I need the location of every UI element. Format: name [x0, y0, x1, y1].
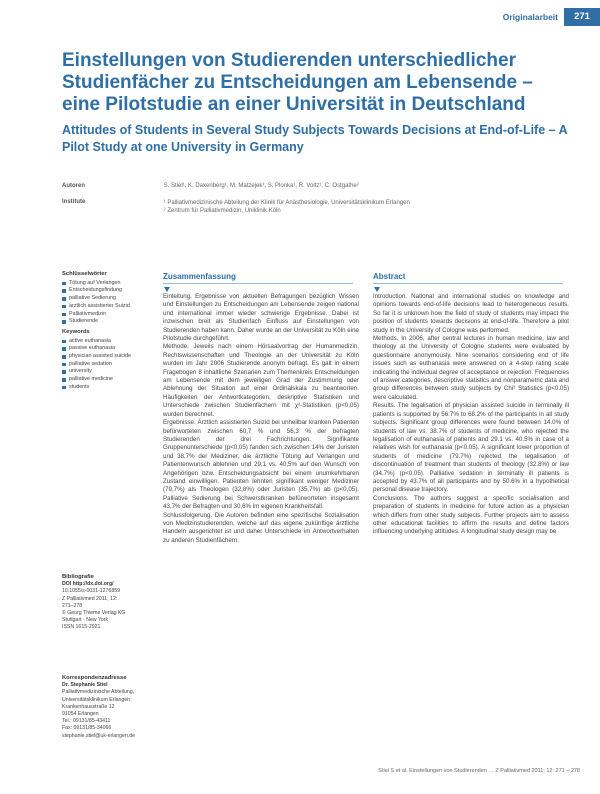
correspondence-phone: Tel.: 09131/85-43411 [62, 718, 111, 725]
triangle-marker-icon [164, 287, 170, 292]
correspondence-name: Dr. Stephanie Stiel [62, 682, 108, 689]
abstract-english [373, 272, 573, 537]
abstract-en-paragraph: Introduction. National and international studies on knowledge and opinions towards end-of-life decisions lead to heterogeneous results. So far it is unknown how the field of study of students may impact the position of students towards decisions at end-of-life. Therefore a pilot study in the University of Cologne was performed. [373, 293, 569, 334]
doi-link[interactable]: DOI http://dx.doi.org/ [62, 581, 114, 588]
institute-line: ² Zentrum für Palliativmedizin, Uniklinik Köln [163, 208, 281, 214]
page-footer: Stiel S et al. Einstellungen von Studierenden … Z Palliativmed 2011; 12: 271 – 278 [378, 768, 580, 774]
keyword-item: palliative medicine [62, 376, 152, 384]
keyword-item: university [62, 368, 152, 376]
institute-line: ¹ Palliativmedizinische Abteilung der Klinik für Anästhesiologie, Universitätsklinikum Erlangen [163, 200, 410, 206]
title-german: Einstellungen von Studierenden unterschiedlicher Studienfächer zu Entscheidungen am Lebensende – eine Pilotstudie an einer Universität in Deutschland [62, 50, 533, 115]
keyword-item: ärztlich assistierter Suizid [62, 303, 152, 311]
correspondence-block [62, 675, 154, 740]
correspondence-line: Universitätsklinikum Erlangen [62, 696, 131, 703]
authors-label: Autoren [62, 183, 85, 189]
bibliography-heading: Bibliografie [62, 574, 94, 580]
keyword-item: Tötung auf Verlangen [62, 280, 152, 288]
doi-value: 10.1055/s-0031-1276859 [62, 588, 120, 595]
keywords-de-list [62, 280, 152, 326]
bibliography-block [62, 574, 154, 632]
keyword-item: active euthanasia [62, 338, 152, 346]
page-header [503, 8, 600, 26]
keywords-de-heading: Schlüsselwörter [62, 271, 107, 277]
keyword-item: palliative sedation [62, 361, 152, 369]
institutes-label: Institute [62, 199, 86, 205]
correspondence-line: 91054 Erlangen [62, 711, 99, 718]
keyword-item: physician assisted suicide [62, 353, 152, 361]
keyword-item: Studierende [62, 318, 152, 326]
institutes-list [164, 199, 564, 215]
correspondence-email[interactable]: stephanie.stiel@uk-erlangen.de [62, 732, 136, 739]
keywords-en-list [62, 338, 152, 392]
abstract-de-paragraph: Ergebnisse. Ärztlich assistierten Suizid bei unheilbar kranken Patienten befürworteten zwischen 60,7 % und 56,3 % der befragten Studierenden der drei Fachrichtungen. Signifikante Gruppenunterschiede (p<0,05) fanden sich zwischen 14% der Juristen und 38,7% der Mediziner, die ärztliche Tötung auf Verlangen und Patientenwunsch ablehnen und 29,1 vs. 40,5% auf den Wunsch von Angehörigen bzw. Entscheidungsabsicht bei einem unumkehrbaren Zustand einwilligen. Patienten lehnten signifikant weniger Mediziner (79,7%) als Theologen (32,8%) oder Juristen (35,7%) ab (p<0,05). Palliative Sedierung bei Schwerstkranken befürworteten insgesamt 43,7% der Befragten und 30,6% im eigenen Krankheitsfall. [163, 419, 359, 511]
keyword-item: Entscheidungsfindung [62, 287, 152, 295]
keyword-item: students [62, 384, 152, 392]
authors-row [62, 183, 582, 189]
authors-list: S. Stiel¹, K. Daxenberg¹, M. Matzejek¹, S. Plonka¹, R. Voltz¹, C. Ostgathe² [163, 183, 359, 189]
issn: ISSN 1615-2921 [62, 624, 101, 631]
abstract-en-heading: Abstract [373, 272, 563, 284]
abstract-de-paragraph: Einleitung. Ergebnisse von aktuellen Befragungen bezüglich Wissen und Einstellungen zu Entscheidungen am Lebensende zeigen national und international immer wieder schwierige Ergebnisse. Dabei ist inzwischen breit als Studienfach Einfluss auf Einstellungen von Studierenden haben kann. Daher wurde an der Universität zu Köln eine Pilotstudie durchgeführt. [163, 293, 359, 343]
keyword-item: passive euthanasia [62, 345, 152, 353]
abstract-de-heading: Zusammenfassung [163, 272, 353, 284]
abstract-de-paragraph: Schlussfolgerung. Die Autoren befinden eine spezifische Sozialisation von Medizinstudierenden, welche auf das eigene zukünftige ärztliche Handeln ausgerichtet ist und daher Unterschiede im Antwortverhalten zu anderen Studienfächern. [163, 511, 359, 544]
correspondence-fax: Fax: 09131/85-34066 [62, 725, 112, 732]
abstract-en-paragraph: Methods. In 2006, after central lectures in human medicine, law and theology at the University of Cologne students were evaluated by questionnaire anonymously. Nine scenarios considering end of life issues such as euthanasia were answered on a 4-step rating scale indicating the individual degree of acceptance or rejection. Frequencies of answer categories, descriptive statistics and nonparametric data and group differences between study subjects by Chi² Statistics (p<0.05) were calculated. [373, 335, 569, 401]
page-number: 271 [564, 8, 600, 26]
correspondence-line: Palliativmedizinische Abteilung, [62, 689, 135, 696]
keyword-item: Palliativmedizin [62, 311, 152, 319]
abstract-german [163, 272, 363, 545]
publisher: © Georg Thieme Verlag KG [62, 610, 126, 617]
correspondence-heading: Korrespondenzadresse [62, 675, 127, 681]
institutes-row [62, 199, 582, 215]
triangle-marker-icon [374, 287, 380, 292]
section-label: Originalarbeit [502, 12, 558, 22]
publisher-location: Stuttgart · New York [62, 617, 109, 624]
correspondence-line: Krankenhausstraße 12 [62, 703, 115, 710]
abstract-de-paragraph: Methode. Jeweils nach einem Hörsaalvortrag der Humanmedizin, Rechtswissenschaften und Theologie an der Universität zu Köln wurden im Jahr 2006 Studierende anonym befragt. Es galt in einem Fragebogen 8 inhaltliche Szenarien zum Themenkreis Entscheidungen am Lebensende mit dem jeweiligen Grad der Zustimmung oder Ablehnung der Situation auf einer Ordinalskala zu beantworten. Häufigkeiten der Antwortkategorien, deskriptive Statistiken und Unterschiede zwischen Studienfächern mit χ²-Statistiken (p<0,05) wurden berechnet. [163, 343, 359, 418]
page-range: 271–278 [62, 602, 83, 609]
keyword-item: palliative Sedierung [62, 295, 152, 303]
title-english: Attitudes of Students in Several Study Subjects Towards Decisions at End-of-Life – A Pilot Study at one University in Germany [62, 123, 568, 154]
journal-citation: Z Palliativmed 2011; 12: [62, 595, 118, 602]
keywords-sidebar [62, 271, 152, 395]
abstract-en-paragraph: Results. The legalisation of physician assisted suicide in terminally ill patients is supported by 56.7% to 68.2% of the participants in all study subjects. Significant group differences were found between 14.0% of students of law vs. 38.7% of students of medicine, who rejected the legalisation of euthanasia of patients and 29.1 vs. 40.5% in case of a relatives wish for euthanasia (p<0.05). A significant lower proportion of students of medicine (79.7%) rejected the legalisation of discontinuation of treatment than students of theology (32.8%) or law (34.7%) (p<0.05). Palliative sedation in terminally ill patients is accepted by 43.7% of all participants and by 50.6% in a hypothetical personal disease trajectory. [373, 402, 569, 494]
keywords-en-heading: Keywords [62, 328, 90, 335]
abstract-en-paragraph: Conclusions. The authors suggest a specific socialisation and preparation of students in medicine for future action as a physician which differs from other study subjects. Further projects aim to assess other educational facilities to affirm the results and define factors influencing underlying attitudes. A longitudinal study design may be [373, 494, 569, 536]
